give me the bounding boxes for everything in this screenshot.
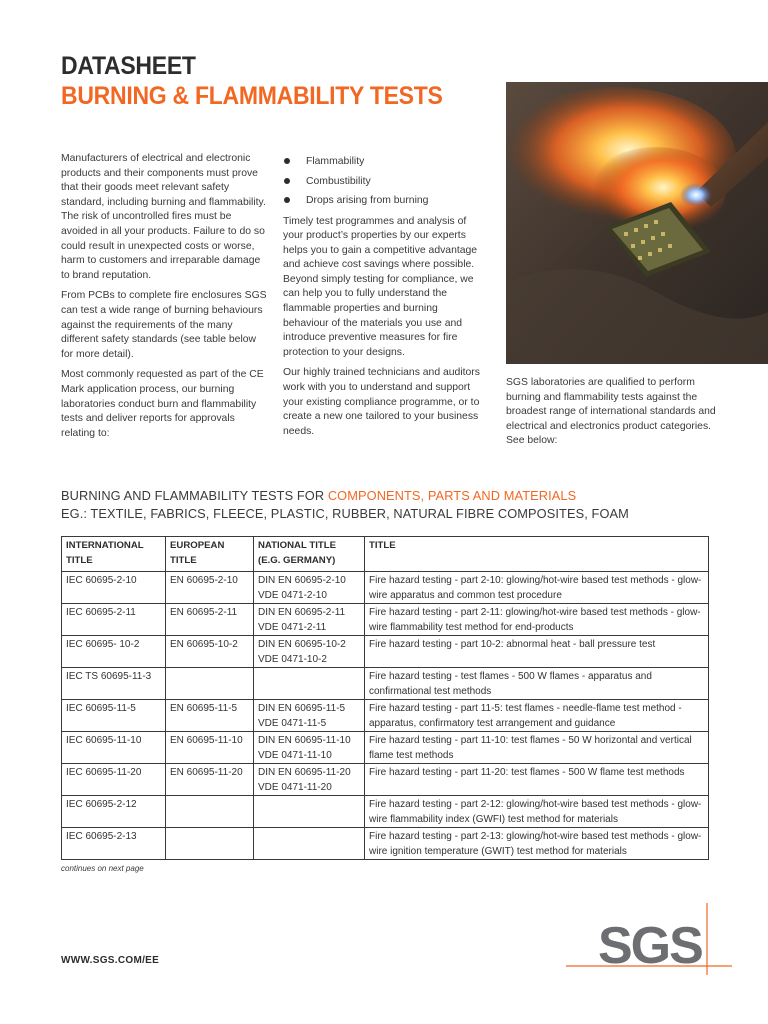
intro-paragraph: Our highly trained technicians and auditors work with you to understand and support your existing compliance programme, or to create a new one tailored to your business needs.	[283, 367, 480, 437]
bullet-icon	[284, 158, 290, 164]
intro-paragraph: From PCBs to complete fire enclosures SGS can test a wide range of burning behaviours against the requirements of the many different safety standards (see table below for more detail).	[61, 290, 267, 360]
table-cell: IEC 60695-11-20	[62, 764, 166, 796]
table-row	[62, 636, 709, 668]
table-cell: EN 60695-2-11	[166, 604, 254, 636]
page-subtitle: BURNING & FLAMMABILITY TESTS	[61, 82, 443, 110]
column-header: INTERNATIONAL TITLE	[62, 537, 166, 572]
table-cell: Fire hazard testing - part 11-20: test flames - 500 W flame test methods	[365, 764, 709, 796]
sgs-logo-wordmark: SGS	[598, 917, 702, 975]
table-row	[62, 668, 709, 700]
column-header: TITLE	[365, 537, 709, 572]
table-cell: DIN EN 60695-10-2 VDE 0471-10-2	[254, 636, 365, 668]
footer-url: WWW.SGS.COM/EE	[61, 955, 160, 966]
table-cell: DIN EN 60695-11-20 VDE 0471-11-20	[254, 764, 365, 796]
section-heading: BURNING AND FLAMMABILITY TESTS FOR COMPONENTS, PARTS AND MATERIALS	[61, 488, 577, 503]
intro-paragraph: Manufacturers of electrical and electronic products and their components must prove that their goods meet relevant safety standard, including burning and flammability. The risk of uncontrolled fires must be avoided in all your products. Failure to do so could result in unexpected costs or worse, harm to customers and irreparable damage to brand reputation.	[61, 153, 266, 281]
table-cell	[166, 668, 254, 700]
table-cell: DIN EN 60695-11-10 VDE 0471-11-10	[254, 732, 365, 764]
table-cell: IEC 60695-2-11	[62, 604, 166, 636]
table-cell	[166, 828, 254, 860]
intro-paragraph: SGS laboratories are qualified to perform burning and flammability tests against the broadest range of international standards and electrical and electronics product categories. See below:	[506, 377, 716, 447]
table-cell: IEC 60695-2-12	[62, 796, 166, 828]
table-cell: EN 60695-11-20	[166, 764, 254, 796]
table-row	[62, 604, 709, 636]
table-header-row	[62, 537, 709, 572]
table-cell: IEC 60695- 10-2	[62, 636, 166, 668]
bullet-icon	[284, 178, 290, 184]
table-cell: DIN EN 60695-2-11 VDE 0471-2-11	[254, 604, 365, 636]
list-item: Drops arising from burning	[283, 191, 481, 211]
intro-paragraph: Most commonly requested as part of the CE Mark application process, our burning laboratories conduct burn and flammability tests and deliver reports for approvals relating to:	[61, 369, 264, 439]
table-cell	[254, 796, 365, 828]
table-cell: EN 60695-10-2	[166, 636, 254, 668]
table-cell: IEC 60695-2-13	[62, 828, 166, 860]
page-title: DATASHEET	[61, 52, 196, 80]
intro-column-2	[283, 152, 481, 439]
continues-note: continues on next page	[61, 864, 144, 873]
bullet-icon	[284, 197, 290, 203]
flame-test-photo	[506, 82, 768, 364]
table-cell: Fire hazard testing - part 11-5: test flames - needle-flame test method - apparatus, confirmatory test arrangement and guidance	[365, 700, 709, 732]
column-header: NATIONAL TITLE (E.G. GERMANY)	[254, 537, 365, 572]
table-cell: EN 60695-11-5	[166, 700, 254, 732]
table-cell: Fire hazard testing - part 2-11: glowing/hot-wire based test methods - glow-wire flammability test method for end-products	[365, 604, 709, 636]
table-cell: IEC 60695-11-10	[62, 732, 166, 764]
table-cell	[166, 796, 254, 828]
table-cell: Fire hazard testing - test flames - 500 W flames - apparatus and confirmational test methods	[365, 668, 709, 700]
intro-column-1	[61, 152, 267, 441]
table-row	[62, 732, 709, 764]
table-cell: IEC 60695-2-10	[62, 572, 166, 604]
table-cell: IEC TS 60695-11-3	[62, 668, 166, 700]
list-item: Flammability	[283, 152, 481, 172]
table-cell: Fire hazard testing - part 11-10: test flames - 50 W horizontal and vertical flame test methods	[365, 732, 709, 764]
table-row	[62, 572, 709, 604]
list-item: Combustibility	[283, 172, 481, 192]
table-cell: Fire hazard testing - part 2-10: glowing/hot-wire based test methods - glow-wire apparatus and common test procedure	[365, 572, 709, 604]
table-row	[62, 700, 709, 732]
table-cell: Fire hazard testing - part 2-12: glowing/hot-wire based test methods - glow-wire flammability index (GWFI) test method for materials	[365, 796, 709, 828]
table-cell: Fire hazard testing - part 2-13: glowing/hot-wire based test methods - glow-wire ignition temperature (GWIT) test method for materials	[365, 828, 709, 860]
sgs-logo	[566, 903, 732, 975]
table-row	[62, 764, 709, 796]
table-row	[62, 828, 709, 860]
table-cell	[254, 828, 365, 860]
intro-column-3	[506, 376, 716, 449]
tests-table	[61, 536, 709, 860]
table-cell	[254, 668, 365, 700]
section-heading-accent: COMPONENTS, PARTS AND MATERIALS	[327, 488, 577, 503]
column-header: EUROPEAN TITLE	[166, 537, 254, 572]
table-cell: IEC 60695-11-5	[62, 700, 166, 732]
section-subheading: EG.: TEXTILE, FABRICS, FLEECE, PLASTIC, RUBBER, NATURAL FIBRE COMPOSITES, FOAM	[61, 506, 629, 521]
table-cell: DIN EN 60695-11-5 VDE 0471-11-5	[254, 700, 365, 732]
approval-list	[283, 152, 481, 211]
intro-paragraph: Timely test programmes and analysis of your product’s properties by our experts helps you to gain a competitive advantage and achieve cost savings where possible. Beyond simply testing for compliance, we can help you to fully understand the flammable properties and burning behaviour of the materials you use and introduce preventive measures for fire protection to your designs.	[283, 215, 478, 358]
table-row	[62, 796, 709, 828]
table-cell: EN 60695-2-10	[166, 572, 254, 604]
table-cell: DIN EN 60695-2-10 VDE 0471-2-10	[254, 572, 365, 604]
table-cell: Fire hazard testing - part 10-2: abnormal heat - ball pressure test	[365, 636, 709, 668]
table-cell: EN 60695-11-10	[166, 732, 254, 764]
